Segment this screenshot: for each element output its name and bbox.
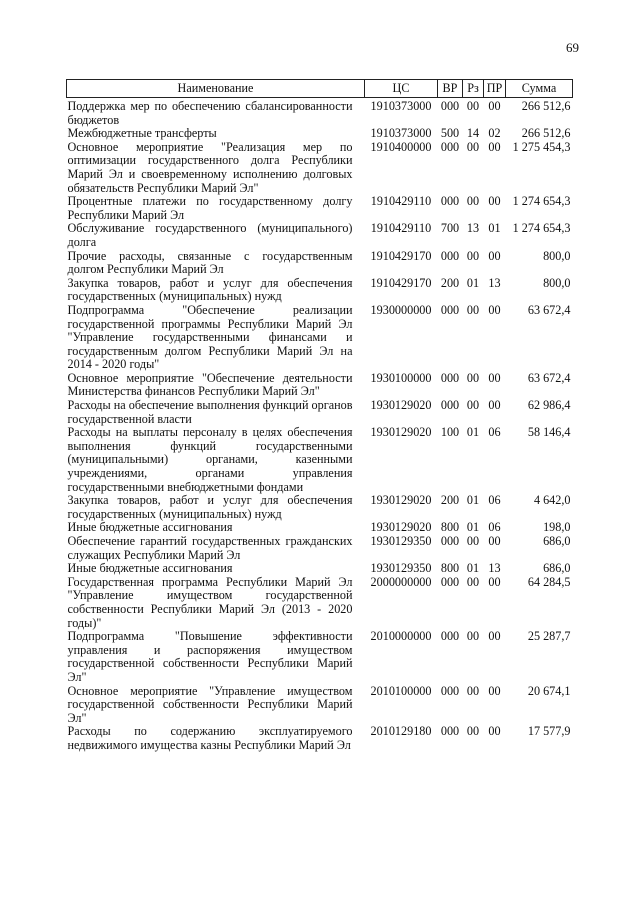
cell-sum: 686,0 [543,561,571,576]
cell-cs: 1910429110 [370,194,432,209]
table-body [67,98,573,753]
table-row [67,494,573,521]
cell-rz: 00 [466,574,480,589]
cell-sum: 63 672,4 [527,370,571,385]
table-row [67,521,573,535]
cell-rz: 00 [466,139,480,154]
cell-pr: 00 [488,99,501,113]
cell-pr: 13 [488,561,501,576]
cell-sum: 198,0 [543,520,571,535]
cell-rz: 00 [466,398,480,413]
cell-cs: 1930100000 [370,370,432,385]
cell-vr: 200 [440,275,460,290]
table-row [67,195,573,222]
cell-pr: 00 [488,139,501,154]
cell-vr: 000 [440,99,460,113]
table-row [67,222,573,249]
table-row [67,98,573,128]
cell-name: Закупка товаров, работ и услуг для обеспечения государственных (муниципальных) нужд [67,493,353,521]
cell-rz: 01 [466,425,480,440]
cell-cs: 1910429170 [370,275,432,290]
cell-name: Подпрограмма "Обеспечение реализации государственной программы Республики Марий Эл "Управление государственными финансами и государственным долгом Республики Марий Эл на 2014 - 2020 годы" [67,302,353,372]
cell-cs: 1910429110 [370,221,432,236]
table-row [67,535,573,562]
cell-rz: 01 [466,561,480,576]
table-row [67,630,573,684]
cell-cs: 1930129350 [370,534,432,548]
cell-name: Расходы по содержанию эксплуатируемого недвижимого имущества казны Республики Марий Эл [67,724,353,752]
cell-pr: 00 [488,534,501,548]
cell-name: Расходы на обеспечение выполнения функций органов государственной власти [67,398,353,426]
cell-vr: 000 [440,302,460,317]
cell-rz: 01 [466,275,480,290]
cell-sum: 62 986,4 [527,398,571,413]
cell-sum: 1 274 654,3 [512,221,571,236]
page-number: 69 [566,40,579,55]
cell-vr: 000 [440,574,460,589]
cell-vr: 100 [440,425,460,440]
cell-rz: 00 [466,724,480,739]
cell-cs: 2010129180 [370,724,432,739]
table-row [67,141,573,195]
cell-cs: 1930000000 [370,302,432,317]
table-row [67,277,573,304]
cell-sum: 1 275 454,3 [512,139,571,154]
cell-pr: 13 [488,275,501,290]
cell-vr: 000 [440,683,460,698]
cell-vr: 500 [440,126,460,141]
cell-pr: 00 [488,724,501,739]
cell-cs: 2010000000 [370,629,432,644]
cell-name: Закупка товаров, работ и услуг для обеспечения государственных (муниципальных) нужд [67,275,353,304]
table-row [67,127,573,141]
cell-name: Подпрограмма "Повышение эффективности управления и распоряжения имуществом государственной собственности Республики Марий Эл" [67,629,353,684]
cell-pr: 00 [488,248,501,263]
cell-cs: 1930129020 [370,493,432,508]
cell-pr: 06 [488,425,501,440]
cell-name: Расходы на выплаты персоналу в целях обеспечения выполнения функций государственными (муниципальными) органами, казенными учреждениями, органами управления государственными внебюджетными фондами [67,425,353,494]
cell-pr: 00 [488,370,501,385]
cell-cs: 1910429170 [370,248,432,263]
cell-sum: 800,0 [543,275,571,290]
cell-cs: 1930129350 [370,561,432,576]
cell-sum: 17 577,9 [527,724,571,739]
header-cs: ЦС [365,80,438,98]
cell-pr: 00 [488,629,501,644]
cell-name: Поддержка мер по обеспечению сбалансированности бюджетов [67,99,353,127]
cell-pr: 00 [488,398,501,413]
cell-name: Иные бюджетные ассигнования [67,561,233,576]
cell-vr: 000 [440,398,460,413]
cell-vr: 000 [440,139,460,154]
table-row [67,685,573,726]
cell-name: Государственная программа Республики Марий Эл "Управление имуществом государственной собственности Республики Марий Эл (2013 - 2020 годы)" [67,574,353,630]
cell-vr: 800 [440,520,460,535]
cell-vr: 200 [440,493,460,508]
cell-sum: 800,0 [543,248,571,263]
cell-cs: 1910400000 [370,139,432,154]
cell-sum: 266 512,6 [521,126,571,141]
cell-pr: 00 [488,683,501,698]
cell-rz: 00 [466,302,480,317]
header-name: Наименование [67,80,365,98]
cell-name: Прочие расходы, связанные с государственным долгом Республики Марий Эл [67,248,353,277]
cell-sum: 266 512,6 [521,99,571,113]
cell-rz: 01 [466,493,480,508]
cell-cs: 1910373000 [370,126,432,141]
cell-rz: 00 [466,534,480,548]
cell-vr: 000 [440,370,460,385]
cell-cs: 1910373000 [370,99,432,113]
cell-rz: 00 [466,629,480,644]
cell-pr: 06 [488,520,501,535]
table-row [67,399,573,426]
table-row [67,426,573,494]
cell-name: Основное мероприятие "Управление имуществом государственной собственности Республики Марий Эл" [67,683,353,725]
cell-name: Процентные платежи по государственному долгу Республики Марий Эл [67,194,353,222]
cell-sum: 686,0 [543,534,571,548]
cell-vr: 000 [440,534,460,548]
cell-cs: 2010100000 [370,683,432,698]
cell-name: Иные бюджетные ассигнования [67,520,233,535]
header-pr: ПР [484,80,506,98]
cell-vr: 000 [440,248,460,263]
cell-vr: 800 [440,561,460,576]
cell-pr: 00 [488,194,501,209]
budget-table [66,79,573,753]
header-row [67,80,573,98]
table-row [67,725,573,752]
cell-rz: 13 [466,221,480,236]
cell-cs: 1930129020 [370,520,432,535]
table-row [67,576,573,630]
cell-sum: 25 287,7 [527,629,571,644]
cell-vr: 000 [440,724,460,739]
cell-name: Межбюджетные трансферты [67,126,217,141]
cell-cs: 2000000000 [370,574,432,589]
cell-rz: 00 [466,194,480,209]
cell-rz: 14 [466,126,480,141]
cell-sum: 63 672,4 [527,302,571,317]
cell-pr: 06 [488,493,501,508]
cell-sum: 64 284,5 [527,574,571,589]
cell-name: Обеспечение гарантий государственных гражданских служащих Республики Марий Эл [67,534,353,562]
header-sum: Сумма [506,80,573,98]
cell-pr: 01 [488,221,501,236]
table-row [67,372,573,399]
cell-pr: 00 [488,574,501,589]
cell-sum: 20 674,1 [527,683,571,698]
table-row [67,304,573,372]
cell-rz: 01 [466,520,480,535]
cell-pr: 02 [488,126,501,141]
table-row [67,562,573,576]
cell-vr: 000 [440,194,460,209]
header-rz: Рз [463,80,484,98]
cell-name: Обслуживание государственного (муниципального) долга [67,221,353,249]
cell-cs: 1930129020 [370,398,432,413]
cell-vr: 000 [440,629,460,644]
cell-rz: 00 [466,248,480,263]
cell-rz: 00 [466,683,480,698]
cell-sum: 4 642,0 [533,493,571,508]
cell-name: Основное мероприятие "Обеспечение деятельности Министерства финансов Республики Марий Эл" [67,370,353,399]
cell-rz: 00 [466,99,480,113]
cell-name: Основное мероприятие "Реализация мер по оптимизации государственного долга Республики Марий Эл и своевременному исполнению долговых обязательств Республики Марий Эл" [67,139,353,195]
table-row [67,250,573,277]
table-header [67,80,573,98]
cell-vr: 700 [440,221,460,236]
cell-pr: 00 [488,302,501,317]
header-vr: ВР [438,80,463,98]
cell-sum: 58 146,4 [527,425,571,440]
cell-rz: 00 [466,370,480,385]
cell-cs: 1930129020 [370,425,432,440]
cell-sum: 1 274 654,3 [512,194,571,209]
